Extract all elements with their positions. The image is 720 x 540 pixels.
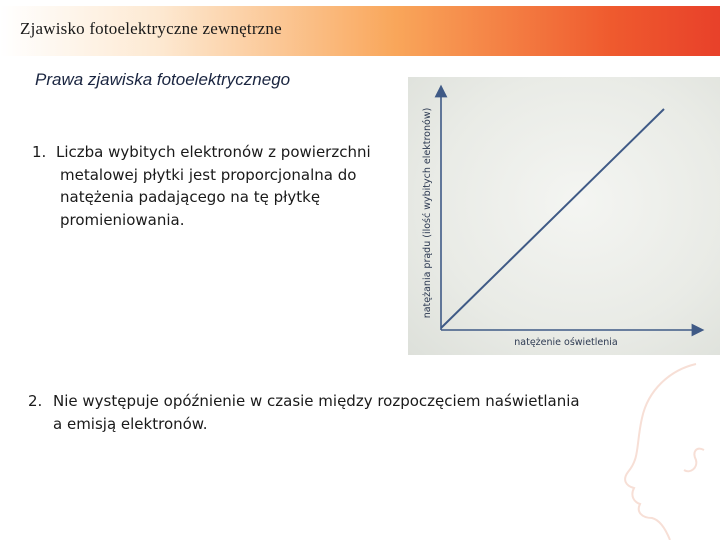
slide-subtitle: Prawa zjawiska fotoelektrycznego — [35, 70, 291, 89]
point-text-line-2: a emisją elektronów. — [53, 414, 208, 433]
graph-figure — [408, 77, 720, 355]
law-point-2 — [28, 390, 688, 435]
series-line — [441, 109, 664, 328]
point-number: 2. — [28, 392, 43, 410]
slide-title: Zjawisko fotoelektryczne zewnętrzne — [20, 19, 282, 38]
point-number: 1. — [32, 143, 47, 161]
point-text — [28, 390, 688, 435]
law-point-1 — [32, 141, 412, 231]
y-axis-label: natężania prądu (ilość wybitych elektronów) — [422, 107, 433, 319]
graph-svg — [408, 77, 720, 355]
x-axis-label: natężenie oświetlenia — [514, 337, 618, 348]
background-face-outline — [600, 360, 720, 540]
point-text-line-1: Nie występuje opóźnienie w czasie między rozpoczęciem naświetlania — [53, 392, 580, 410]
point-text: Liczba wybitych elektronów z powierzchni metalowej płytki jest proporcjonalna do natężenia padającego na tę płytkę promieniowania. — [56, 143, 371, 229]
